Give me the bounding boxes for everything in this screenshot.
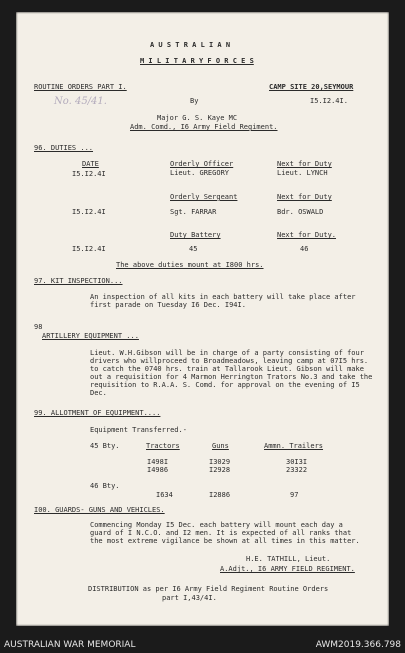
duties-note: The above duties mount at I800 hrs. [116,261,264,269]
issuer-name: Major G. S. Kaye MC [157,114,238,122]
header-line2: M I L I T A R Y F O R C E S [140,57,254,65]
distribution-line2: part I,43/4I. [162,594,217,602]
camp-title: CAMP SITE 20,SEYMOUR [269,83,354,91]
orders-title: ROUTINE ORDERS PART I. [34,83,127,91]
section-96-title: 96. DUTIES ... [34,144,94,152]
duty-date-3: I5.I2.4I [72,245,106,253]
trailer-45-1: 30I3I [286,458,308,466]
battery-45-label: 45 Bty. [90,442,120,450]
section-97-title: 97. KIT INSPECTION... [34,277,123,285]
col-guns: Guns [212,442,229,450]
document-page [16,12,389,626]
footer-bar [0,637,405,653]
gun-45-1: I3029 [209,458,231,466]
section-99-title: 99. ALLOTMENT OF EQUIPMENT.... [34,409,161,417]
col-next-duty-2: Next for Duty [277,193,332,201]
duty-date-1: I5.I2.4I [72,170,106,178]
duty-battery: 45 [189,245,198,253]
battery-46-label: 46 Bty. [90,482,120,490]
next-officer: Lieut. LYNCH [277,169,328,177]
order-date: I5.I2.4I. [310,97,348,105]
duty-date-2: I5.I2.4I [72,208,106,216]
issuer-title: Adm. Comd., I6 Army Field Regiment. [130,123,278,131]
tractor-46: I634 [156,491,173,499]
col-next-duty-1: Next for Duty [277,160,332,168]
tractor-45-1: I498I [147,458,169,466]
gun-46: I2886 [209,491,231,499]
col-tractors: Tractors [146,442,180,450]
next-battery: 46 [300,245,309,253]
section-98-title: ARTILLERY EQUIPMENT ... [42,332,139,340]
col-ammn-trailers: Ammn. Trailers [264,442,324,450]
orderly-officer: Lieut. GREGORY [170,169,230,177]
col-next-duty-3: Next for Duty. [277,231,337,239]
section-99-subtitle: Equipment Transferred.- [90,426,187,434]
signature-name: H.E. TATHILL, Lieut. [246,555,331,563]
section-97-body: An inspection of all kits in each battery will take place after first parade on Tuesday I6 Dec. I94I. [90,293,356,309]
header-line1: A U S T R A L I A N [150,41,231,49]
footer-accession: AWM2019.366.798 [315,640,401,650]
col-orderly-sergeant: Orderly Sergeant [170,193,238,201]
tractor-45-2: I4986 [147,466,169,474]
by-label: By [190,97,199,105]
section-100-body: Commencing Monday I5 Dec. each battery will mount each day a guard of I N.C.O. and I2 men. It is expected of all ranks that the most extreme vigilance be shown at all times in this matter. [90,521,360,545]
trailer-46: 97 [290,491,299,499]
orderly-sergeant: Sgt. FARRAR [170,208,217,216]
section-98-body: Lieut. W.H.Gibson will be in charge of a party consisting of four drivers who willproceed to Broadmeadows, leaving camp at 07I5 hrs. to catch the 0740 hrs. train at Tallarook Lieut. Gibson will make out a requisition for 4 Marmon Herrington Trators No.3 and take the requisition to R.A.A. S. Comd. for approval on the evening of I5 Dec. [90,349,373,397]
next-sergeant: Bdr. OSWALD [277,208,324,216]
trailer-45-2: 23322 [286,466,308,474]
col-duty-battery: Duty Battery [170,231,221,239]
footer-source: AUSTRALIAN WAR MEMORIAL [4,640,136,650]
signature-role: A.Adjt., I6 ARMY FIELD REGIMENT. [220,565,355,573]
col-orderly-officer: Orderly Officer [170,160,234,168]
col-date: DATE [82,160,99,168]
distribution-line1: DISTRIBUTION as per I6 Army Field Regiment Routine Orders [88,585,329,593]
gun-45-2: I2928 [209,466,231,474]
section-98-number: 98 [34,323,43,331]
section-100-title: I00. GUARDS- GUNS AND VEHICLES. [34,506,165,514]
handwritten-number: No. 45/41. [54,96,107,107]
